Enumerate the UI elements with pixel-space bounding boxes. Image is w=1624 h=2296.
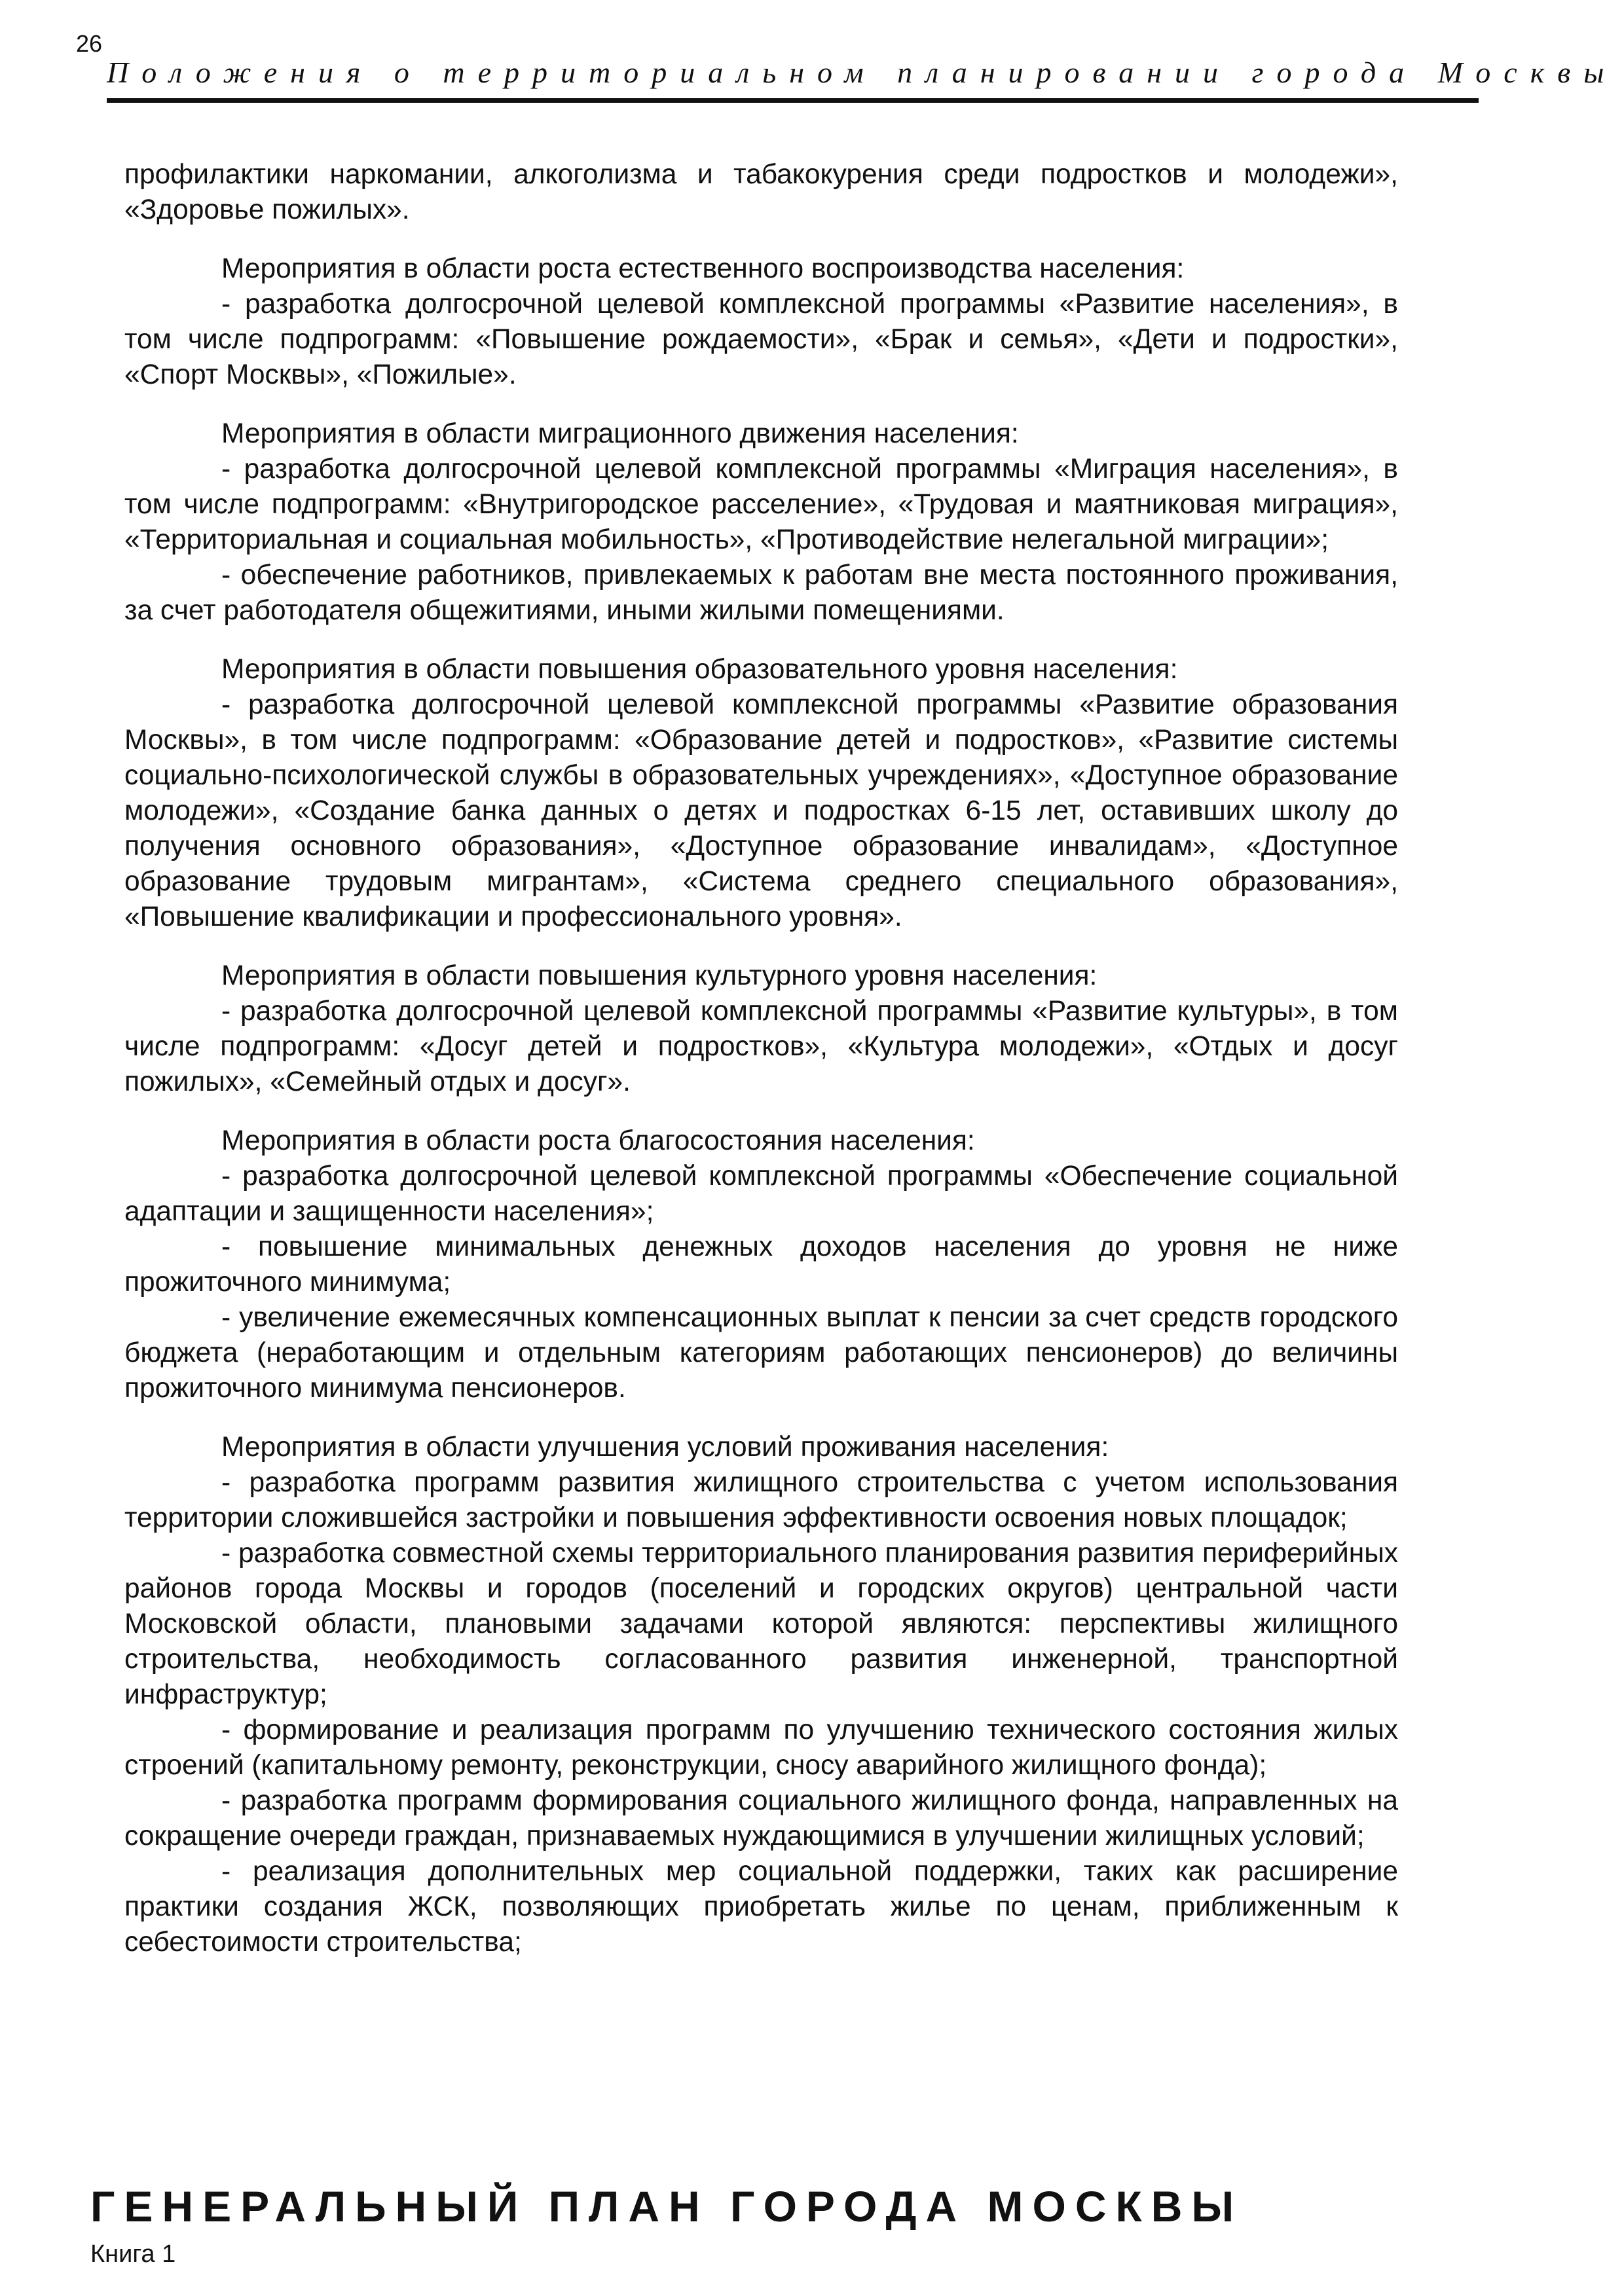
section-heading-living-conditions: Мероприятия в области улучшения условий проживания населения:	[221, 1432, 1109, 1463]
footer-title: ГЕНЕРАЛЬНЫЙ ПЛАН ГОРОДА МОСКВЫ	[90, 2182, 1244, 2231]
section-heading-culture: Мероприятия в области повышения культурного уровня населения:	[221, 960, 1098, 991]
section-heading-natural-growth: Мероприятия в области роста естественного воспроизводства населения:	[221, 253, 1185, 284]
list-item: - разработка совместной схемы территориального планирования развития периферийных районов города Москвы и городов (поселений и городских округов) центральной части Московской области, плановыми задачами которой являются: перспективы жилищного строительства, необходимость согласованного развития инженерной, транспортной инфраструктур;	[124, 1538, 1398, 1710]
list-item: - разработка долгосрочной целевой комплексной программы «Обеспечение социальной адаптации и защищенности населения»;	[124, 1161, 1398, 1227]
list-item: - разработка программ формирования социального жилищного фонда, направленных на сокращение очереди граждан, признаваемых нуждающимися в улучшении жилищных условий;	[124, 1785, 1398, 1851]
document-body	[124, 157, 1398, 2134]
list-item: - реализация дополнительных мер социальной поддержки, таких как расширение практики создания ЖСК, позволяющих приобретать жилье по ценам, приближенным к себестоимости строительства;	[124, 1856, 1398, 1958]
paragraph-continuation: профилактики наркомании, алкоголизма и табакокурения среди подростков и молодежи», «Здоровье пожилых».	[124, 159, 1398, 225]
section-heading-migration: Мероприятия в области миграционного движения населения:	[221, 418, 1019, 449]
list-item: - разработка программ развития жилищного строительства с учетом использования территории сложившейся застройки и повышения эффективности освоения новых площадок;	[124, 1467, 1398, 1533]
list-item: - разработка долгосрочной целевой комплексной программы «Развитие культуры», в том числе подпрограмм: «Досуг детей и подростков», «Культура молодежи», «Отдых и досуг пожилых», «Семейный отдых и досуг».	[124, 996, 1398, 1097]
list-item: - разработка долгосрочной целевой комплексной программы «Развитие образования Москвы», в том числе подпрограмм: «Образование детей и подростков», «Развитие системы социально-психологической службы в образовательных учреждениях», «Доступное образование молодежи», «Создание банка данных о детях и подростках 6-15 лет, оставивших школу до получения основного образования», «Доступное образование инвалидам», «Доступное образование трудовым мигрантам», «Система среднего специального образования», «Повышение квалификации и профессионального уровня».	[124, 689, 1398, 932]
list-item: - разработка долгосрочной целевой комплексной программы «Развитие населения», в том числе подпрограмм: «Повышение рождаемости», «Брак и семья», «Дети и подростки», «Спорт Москвы», «Пожилые».	[124, 289, 1398, 390]
running-header-title: Положения о территориальном планировании города Москвы	[107, 56, 1617, 89]
header-rule	[107, 98, 1479, 103]
list-item: - формирование и реализация программ по улучшению технического состояния жилых строений (капитальному ремонту, реконструкции, сносу аварийного жилищного фонда);	[124, 1715, 1398, 1781]
section-heading-education: Мероприятия в области повышения образовательного уровня населения:	[221, 654, 1178, 685]
footer-book-label: Книга 1	[90, 2240, 176, 2268]
list-item: - разработка долгосрочной целевой комплексной программы «Миграция населения», в том числе подпрограмм: «Внутригородское расселение», «Трудовая и маятниковая миграция», «Территориальная и социальная мобильность», «Противодействие нелегальной миграции»;	[124, 454, 1398, 555]
list-item: - повышение минимальных денежных доходов населения до уровня не ниже прожиточного минимума;	[124, 1231, 1398, 1298]
list-item: - увеличение ежемесячных компенсационных выплат к пенсии за счет средств городского бюджета (неработающим и отдельным категориям работающих пенсионеров) до величины прожиточного минимума пенсионеров.	[124, 1302, 1398, 1404]
list-item: - обеспечение работников, привлекаемых к работам вне места постоянного проживания, за счет работодателя общежитиями, иными жилыми помещениями.	[124, 560, 1398, 626]
section-heading-welfare: Мероприятия в области роста благосостояния населения:	[221, 1125, 975, 1156]
page-number: 26	[76, 30, 103, 57]
